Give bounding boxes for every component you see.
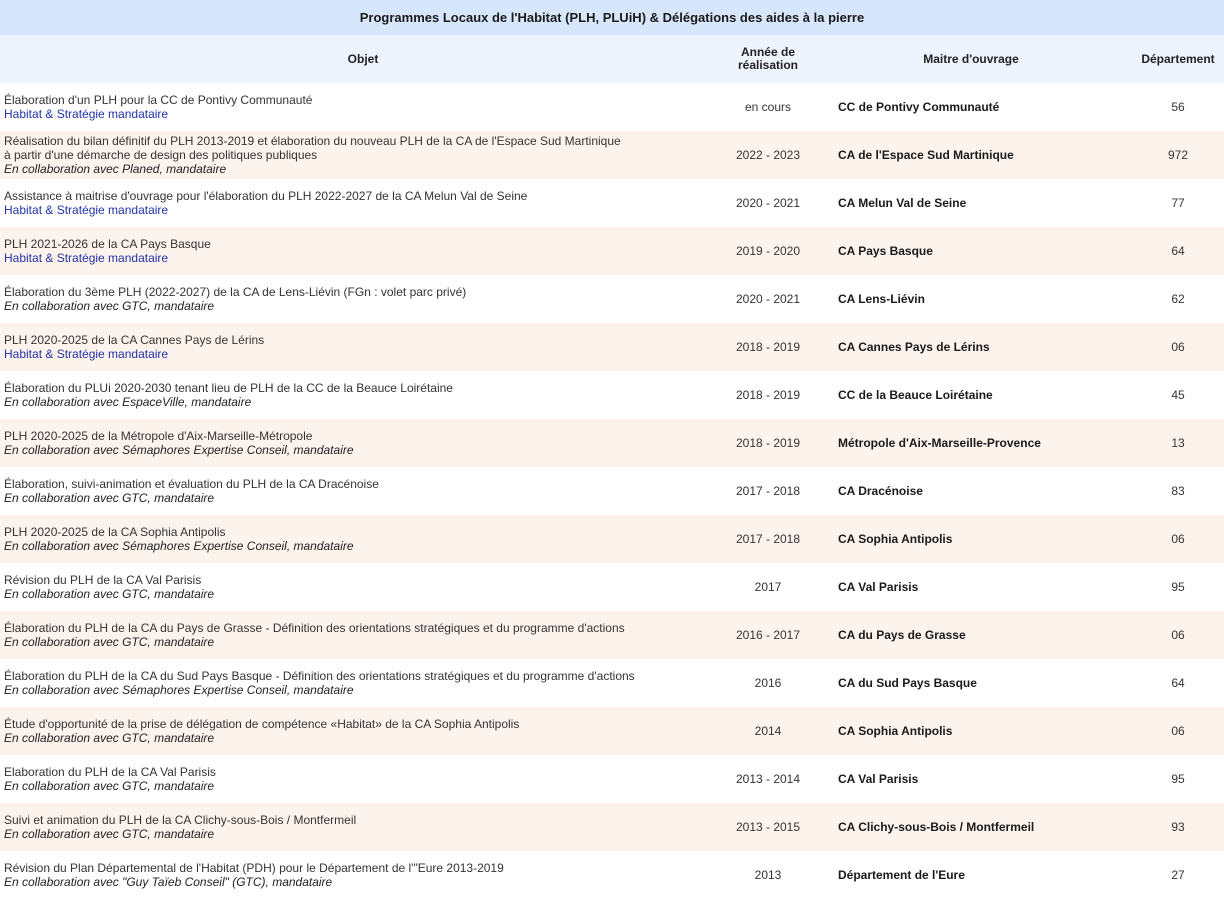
collaboration-note: En collaboration avec Sémaphores Expertise Conseil, mandataire — [4, 539, 354, 553]
table-row — [0, 227, 1224, 275]
objet-text: Révision du Plan Départemental de l'Habitat (PDH) pour le Département de l'"Eure 2013-2019 — [4, 861, 504, 875]
objet-text: à partir d'une démarche de design des politiques publiques — [4, 148, 318, 162]
objet-text: Élaboration du 3ème PLH (2022-2027) de la CA de Lens-Liévin (FGn : volet parc privé) — [4, 285, 467, 299]
table-row — [0, 755, 1224, 803]
cell-objet — [0, 707, 726, 755]
cell-annee: 2014 — [726, 707, 810, 755]
objet-text: PLH 2020-2025 de la Métropole d'Aix-Marseille-Métropole — [4, 429, 313, 443]
objet-text: Élaboration du PLH de la CA du Pays de Grasse - Définition des orientations stratégiques et du programme d'actions — [4, 621, 625, 635]
collaboration-note: En collaboration avec GTC, mandataire — [4, 635, 215, 649]
cell-objet — [0, 611, 726, 659]
objet-text: Assistance à maitrise d'ouvrage pour l'élaboration du PLH 2022-2027 de la CA Melun Val de Seine — [4, 189, 528, 203]
collaboration-note: En collaboration avec GTC, mandataire — [4, 779, 215, 793]
cell-objet — [0, 323, 726, 371]
cell-maitre-ouvrage: CA Val Parisis — [838, 580, 919, 594]
objet-text: Élaboration du PLUi 2020-2030 tenant lieu de PLH de la CC de la Beauce Loirétaine — [4, 381, 453, 395]
cell-departement: 06 — [1132, 707, 1224, 755]
objet-text: Élaboration d'un PLH pour la CC de Pontivy Communauté — [4, 93, 313, 107]
collaboration-note: En collaboration avec Planed, mandataire — [4, 162, 227, 176]
collaboration-note: En collaboration avec GTC, mandataire — [4, 827, 215, 841]
page-title: Programmes Locaux de l'Habitat (PLH, PLUiH) & Délégations des aides à la pierre — [0, 0, 1224, 35]
cell-objet — [0, 179, 726, 227]
collaboration-note: En collaboration avec GTC, mandataire — [4, 299, 215, 313]
cell-maitre-ouvrage: CA Val Parisis — [838, 772, 919, 786]
objet-text: Suivi et animation du PLH de la CA Clichy-sous-Bois / Montfermeil — [4, 813, 357, 827]
cell-maitre-ouvrage: Métropole d'Aix-Marseille-Provence — [810, 419, 1132, 467]
column-header-maitre: Maitre d'ouvrage — [810, 35, 1132, 83]
cell-departement: 77 — [1171, 196, 1185, 210]
cell-departement: 972 — [1132, 131, 1224, 179]
objet-text: Elaboration du PLH de la CA Val Parisis — [4, 765, 216, 779]
cell-objet — [0, 851, 726, 899]
collaboration-note: En collaboration avec Sémaphores Expertise Conseil, mandataire — [4, 443, 354, 457]
cell-annee: 2018 - 2019 — [726, 323, 810, 371]
table-row — [0, 659, 1224, 707]
cell-maitre-ouvrage: CA Cannes Pays de Lérins — [810, 323, 1132, 371]
table-row — [0, 419, 1224, 467]
table-row — [0, 803, 1224, 851]
table-row — [0, 323, 1224, 371]
cell-departement: 62 — [1171, 292, 1185, 306]
cell-annee: 2018 - 2019 — [726, 419, 810, 467]
collaboration-note: En collaboration avec "Guy Taïeb Conseil" (GTC), mandataire — [4, 875, 333, 889]
column-header-annee-line1: Année de — [740, 45, 795, 59]
column-header-annee — [726, 35, 810, 83]
cell-objet — [0, 515, 726, 563]
table-row — [0, 707, 1224, 755]
cell-annee: 2020 - 2021 — [735, 196, 801, 210]
table-row — [0, 179, 1224, 227]
column-header-departement: Département — [1132, 35, 1224, 83]
mandataire-link[interactable]: Habitat & Stratégie mandataire — [4, 203, 169, 217]
objet-text: Élaboration du PLH de la CA du Sud Pays Basque - Définition des orientations stratégiques et du programme d'actions — [4, 669, 635, 683]
objet-text: Étude d'opportunité de la prise de délégation de compétence «Habitat» de la CA Sophia Antipolis — [4, 717, 520, 731]
cell-annee: 2016 - 2017 — [726, 611, 810, 659]
collaboration-note: En collaboration avec GTC, mandataire — [4, 731, 215, 745]
cell-departement: 06 — [1132, 323, 1224, 371]
table-row — [0, 563, 1224, 611]
cell-maitre-ouvrage: CA Sophia Antipolis — [810, 707, 1132, 755]
cell-departement: 27 — [1171, 868, 1185, 882]
cell-departement: 95 — [1171, 580, 1185, 594]
objet-text: Révision du PLH de la CA Val Parisis — [4, 573, 202, 587]
column-header-objet: Objet — [0, 35, 726, 83]
cell-maitre-ouvrage: CA de l'Espace Sud Martinique — [810, 131, 1132, 179]
cell-annee: 2016 — [754, 676, 782, 690]
table-header-row — [0, 35, 1224, 83]
cell-objet — [0, 659, 726, 707]
objet-text: PLH 2020-2025 de la CA Sophia Antipolis — [4, 525, 226, 539]
cell-objet — [0, 563, 726, 611]
cell-maitre-ouvrage: CC de la Beauce Loirétaine — [838, 388, 993, 402]
cell-annee: 2017 - 2018 — [735, 484, 801, 498]
objet-text: Réalisation du bilan définitif du PLH 2013-2019 et élaboration du nouveau PLH de la CA de l'Espace Sud Martinique — [4, 134, 621, 148]
cell-maitre-ouvrage: CA Pays Basque — [810, 227, 1132, 275]
mandataire-link[interactable]: Habitat & Stratégie mandataire — [4, 251, 169, 265]
table-row — [0, 371, 1224, 419]
cell-annee: 2017 — [754, 580, 782, 594]
objet-text: PLH 2021-2026 de la CA Pays Basque — [4, 237, 211, 251]
cell-objet — [0, 755, 726, 803]
cell-departement: 95 — [1171, 772, 1185, 786]
cell-departement: 93 — [1132, 803, 1224, 851]
table-row — [0, 131, 1224, 179]
cell-departement: 64 — [1171, 676, 1185, 690]
table-row — [0, 515, 1224, 563]
collaboration-note: En collaboration avec GTC, mandataire — [4, 587, 215, 601]
objet-text: Élaboration, suivi-animation et évaluation du PLH de la CA Dracénoise — [4, 477, 379, 491]
cell-annee: 2022 - 2023 — [726, 131, 810, 179]
collaboration-note: En collaboration avec GTC, mandataire — [4, 491, 215, 505]
cell-objet — [0, 803, 726, 851]
cell-objet — [0, 419, 726, 467]
table-row — [0, 83, 1224, 131]
objet-text: PLH 2020-2025 de la CA Cannes Pays de Lérins — [4, 333, 265, 347]
table-row — [0, 611, 1224, 659]
cell-departement: 13 — [1132, 419, 1224, 467]
cell-maitre-ouvrage: CA Melun Val de Seine — [838, 196, 967, 210]
cell-departement: 06 — [1132, 611, 1224, 659]
cell-objet — [0, 371, 726, 419]
cell-departement: 64 — [1132, 227, 1224, 275]
cell-annee: 2013 — [754, 868, 782, 882]
projects-table — [0, 35, 1224, 899]
cell-annee: 2019 - 2020 — [726, 227, 810, 275]
cell-annee: 2020 - 2021 — [735, 292, 801, 306]
cell-objet — [0, 83, 726, 131]
collaboration-note: En collaboration avec Sémaphores Expertise Conseil, mandataire — [4, 683, 354, 697]
cell-maitre-ouvrage: CA du Pays de Grasse — [810, 611, 1132, 659]
cell-maitre-ouvrage: CA Clichy-sous-Bois / Montfermeil — [810, 803, 1132, 851]
cell-departement: 56 — [1171, 100, 1185, 114]
cell-annee: 2018 - 2019 — [735, 388, 801, 402]
table-row — [0, 851, 1224, 899]
cell-maitre-ouvrage: CA du Sud Pays Basque — [838, 676, 977, 690]
table-row — [0, 275, 1224, 323]
column-header-annee-line2: réalisation — [737, 58, 799, 72]
cell-maitre-ouvrage: Département de l'Eure — [838, 868, 965, 882]
cell-departement: 45 — [1171, 388, 1185, 402]
cell-maitre-ouvrage: CA Lens-Liévin — [838, 292, 925, 306]
cell-annee: en cours — [744, 100, 792, 114]
cell-objet — [0, 131, 726, 179]
cell-annee: 2017 - 2018 — [726, 515, 810, 563]
cell-departement: 83 — [1171, 484, 1185, 498]
mandataire-link[interactable]: Habitat & Stratégie mandataire — [4, 107, 169, 121]
collaboration-note: En collaboration avec EspaceVille, mandataire — [4, 395, 252, 409]
cell-maitre-ouvrage: CA Dracénoise — [838, 484, 923, 498]
cell-maitre-ouvrage: CA Sophia Antipolis — [810, 515, 1132, 563]
cell-objet — [0, 467, 726, 515]
mandataire-link[interactable]: Habitat & Stratégie mandataire — [4, 347, 169, 361]
cell-annee: 2013 - 2015 — [726, 803, 810, 851]
cell-departement: 06 — [1132, 515, 1224, 563]
table-row — [0, 467, 1224, 515]
cell-annee: 2013 - 2014 — [735, 772, 801, 786]
cell-objet — [0, 275, 726, 323]
cell-maitre-ouvrage: CC de Pontivy Communauté — [838, 100, 1000, 114]
cell-objet — [0, 227, 726, 275]
